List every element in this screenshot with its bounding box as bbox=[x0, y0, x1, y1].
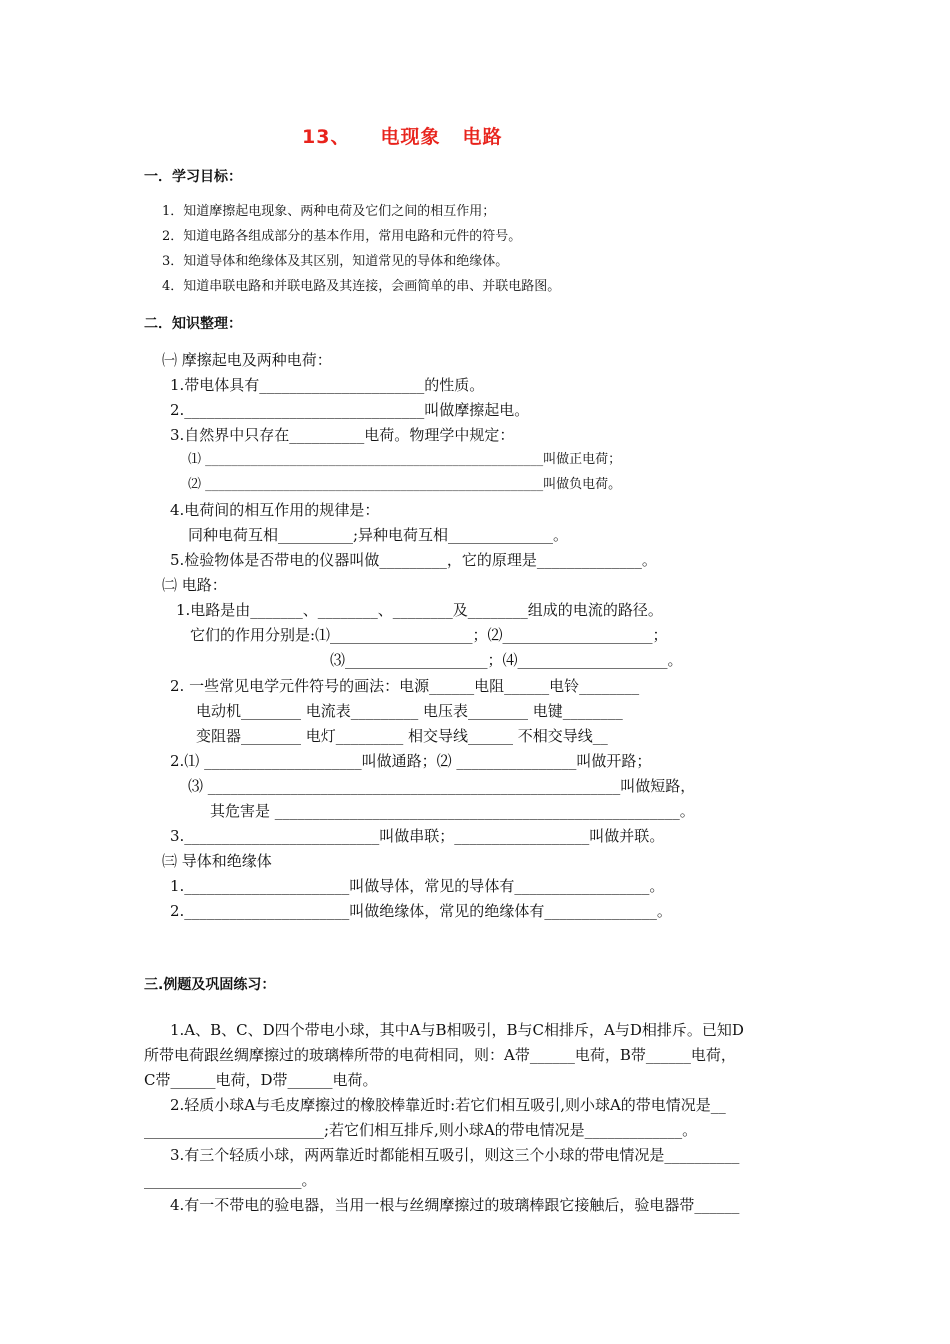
title-number: 13、 bbox=[302, 126, 351, 148]
fill-line: 1.______________________叫做导体，常见的导体有__________________。 bbox=[170, 877, 665, 895]
exercise-line: 4.有一不带电的验电器，当用一根与丝绸摩擦过的玻璃棒跟它接触后，验电器带______ bbox=[170, 1196, 740, 1214]
fill-line: 2.⑴ _____________________叫做通路；⑵ ________________叫做开路； bbox=[170, 752, 652, 770]
objective-item: 2．知道电路各组成部分的基本作用，常用电路和元件的符号。 bbox=[162, 229, 522, 244]
subsection-conductors: ㈢ 导体和绝缘体 bbox=[162, 852, 272, 870]
title-part1: 电现象 bbox=[380, 126, 441, 148]
fill-line: 3.__________________________叫做串联；__________________叫做并联。 bbox=[170, 827, 665, 845]
fill-line: 它们的作用分别是:⑴___________________；⑵____________________； bbox=[190, 626, 668, 644]
fill-line: 1.电路是由_______、________、________及________组成的电流的路径。 bbox=[176, 601, 663, 619]
fill-line: 3.自然界中只存在__________电荷。物理学中规定： bbox=[170, 426, 515, 444]
section-heading-exercises: 三.例题及巩固练习： bbox=[144, 977, 276, 993]
exercise-line: 1.A、B、C、D四个带电小球，其中A与B相吸引，B与C相排斥，A与D相排斥。已知D bbox=[170, 1021, 744, 1039]
section-heading-knowledge: 二．知识整理： bbox=[144, 316, 242, 332]
fill-line: ⑶___________________；⑷____________________。 bbox=[330, 651, 683, 669]
title-part2: 电路 bbox=[462, 126, 503, 148]
subsection-friction: ㈠ 摩擦起电及两种电荷： bbox=[162, 351, 332, 369]
exercise-line: C带______电荷，D带______电荷。 bbox=[144, 1071, 378, 1089]
fill-line: ⑵ ____________________________________________________叫做负电荷。 bbox=[188, 477, 622, 492]
fill-line: 4.电荷间的相互作用的规律是： bbox=[170, 501, 380, 519]
fill-line: ⑴ ____________________________________________________叫做正电荷； bbox=[188, 452, 622, 467]
subsection-circuit: ㈡ 电路： bbox=[162, 576, 227, 594]
objective-item: 4．知道串联电路和并联电路及其连接，会画简单的串、并联电路图。 bbox=[162, 279, 561, 294]
fill-line: 1.带电体具有______________________的性质。 bbox=[170, 376, 485, 394]
exercise-line: 2.轻质小球A与毛皮摩擦过的橡胶棒靠近时:若它们相互吸引,则小球A的带电情况是__ bbox=[170, 1096, 726, 1114]
fill-line: 2.______________________叫做绝缘体，常见的绝缘体有_______________。 bbox=[170, 902, 672, 920]
fill-line: ⑶ _______________________________________________________叫做短路， bbox=[188, 777, 696, 795]
fill-line: 同种电荷互相__________;异种电荷互相______________。 bbox=[188, 526, 569, 544]
exercise-line: 3.有三个轻质小球，两两靠近时都能相互吸引，则这三个小球的带电情况是__________ bbox=[170, 1146, 740, 1164]
fill-line: 变阻器________ 电灯_________ 相交导线______ 不相交导线__ bbox=[196, 727, 608, 745]
fill-line: 电动机________ 电流表_________ 电压表________ 电键________ bbox=[196, 702, 623, 720]
section-heading-objectives: 一．学习目标： bbox=[144, 169, 242, 185]
objective-item: 3．知道导体和绝缘体及其区别，知道常见的导体和绝缘体。 bbox=[162, 254, 509, 269]
fill-line: 2. 一些常见电学元件符号的画法：电源______电阻______电铃________ bbox=[170, 677, 640, 695]
exercise-line: _____________________。 bbox=[144, 1171, 317, 1189]
fill-line: 5.检验物体是否带电的仪器叫做_________，它的原理是______________。 bbox=[170, 551, 657, 569]
fill-line: 2.________________________________叫做摩擦起电。 bbox=[170, 401, 530, 419]
objective-item: 1．知道摩擦起电现象、两种电荷及它们之间的相互作用； bbox=[162, 204, 496, 219]
exercise-line: ________________________;若它们相互排斥,则小球A的带电情况是_____________。 bbox=[144, 1121, 698, 1139]
page-title bbox=[302, 127, 502, 147]
fill-line: 其危害是 ______________________________________________________。 bbox=[210, 802, 695, 820]
exercise-line: 所带电荷跟丝绸摩擦过的玻璃棒所带的电荷相同，则：A带______电荷，B带______电荷， bbox=[144, 1046, 736, 1064]
